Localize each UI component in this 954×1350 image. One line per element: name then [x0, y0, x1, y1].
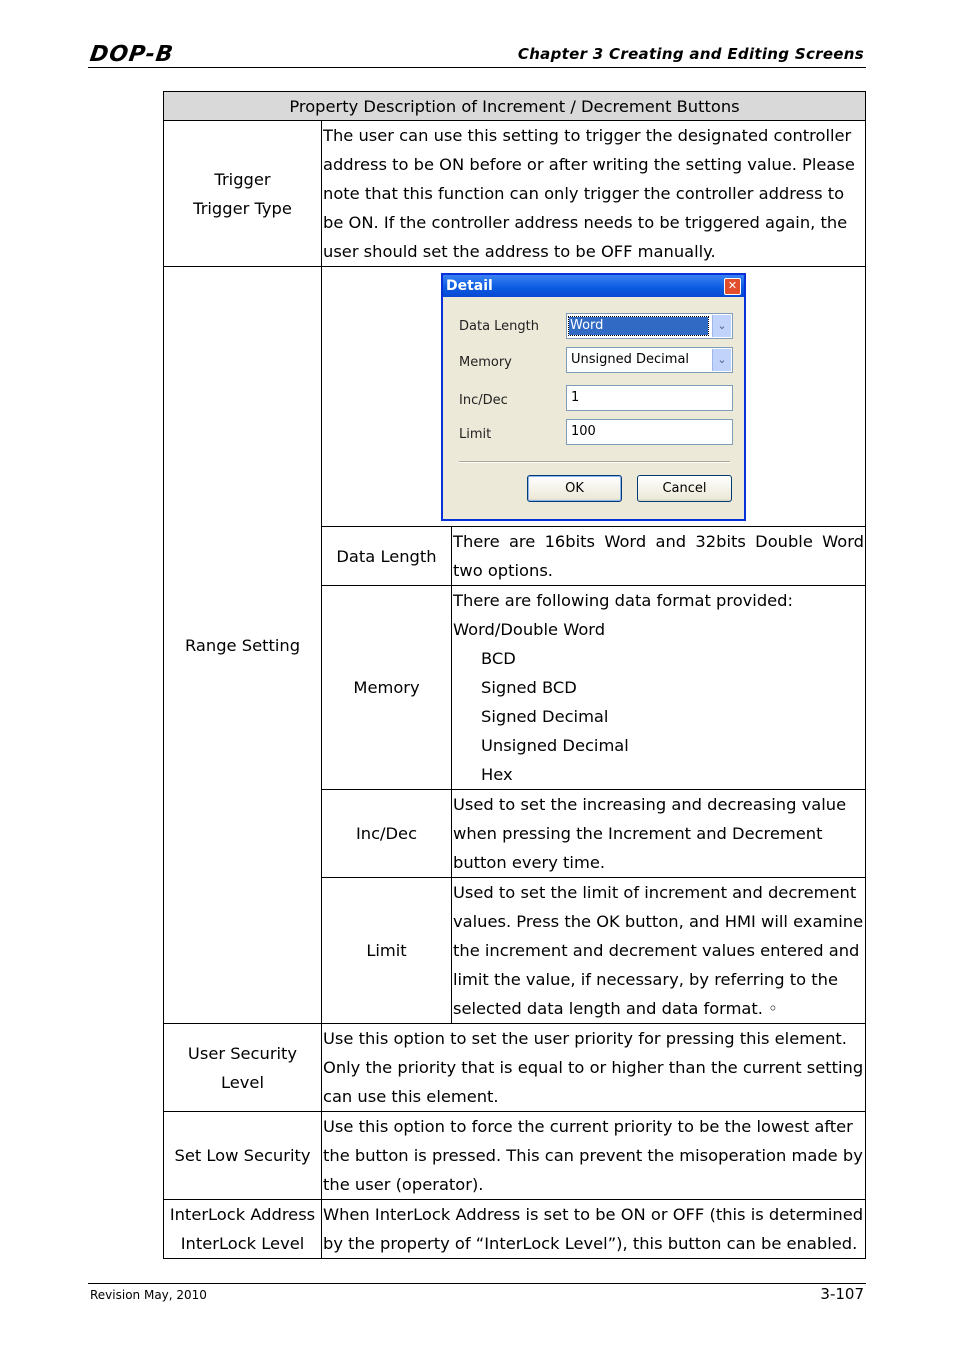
table-row-range-dialog — [164, 267, 866, 527]
dialog-screenshot-cell — [322, 267, 866, 527]
range-setting-label: Range Setting — [164, 267, 322, 1024]
table-header-row — [164, 92, 866, 121]
limit-label: Limit — [459, 426, 492, 442]
ok-button[interactable]: OK — [527, 475, 622, 502]
revision-date: Revision May, 2010 — [90, 1288, 207, 1302]
property-table — [163, 91, 866, 1259]
user-security-desc: Use this option to set the user priority for pressing this element. Only the priority that is equal to or higher than the current setting can use this element. — [322, 1024, 866, 1112]
dop-b-logo: DOP-B — [88, 42, 176, 67]
format-item: Signed Decimal — [481, 707, 609, 726]
chevron-down-icon[interactable]: ⌄ — [712, 349, 731, 371]
chevron-down-icon[interactable]: ⌄ — [712, 315, 731, 337]
memory-select[interactable] — [566, 347, 733, 373]
limit-cell-label: Limit — [322, 878, 452, 1024]
incdec-label: Inc/Dec — [459, 392, 508, 408]
low-security-label: Set Low Security — [164, 1112, 322, 1200]
trigger-label: Trigger — [214, 169, 271, 189]
format-item: Hex — [481, 765, 513, 784]
trigger-type-label: Trigger Type — [193, 198, 292, 218]
incdec-desc: Used to set the increasing and decreasing value when pressing the Increment and Decrement button every time. — [452, 790, 866, 878]
limit-value: 100 — [571, 423, 596, 439]
memory-desc — [452, 586, 866, 790]
memory-word-types: Word/Double Word — [453, 620, 606, 639]
trigger-desc: The user can use this setting to trigger the designated controller address to be ON before or after writing the setting value. Please note that this function can only trigger the controller address to be ON. If the controller address needs to be triggered again, the user should set the address to be OFF manually. — [322, 121, 866, 267]
dialog-title-bar — [443, 275, 744, 297]
data-length-value: Word — [569, 317, 708, 335]
header-rule — [88, 67, 866, 68]
memory-intro: There are following data format provided: — [453, 591, 793, 610]
close-icon[interactable]: ✕ — [724, 278, 741, 295]
incdec-input[interactable] — [566, 385, 733, 411]
format-item: Unsigned Decimal — [481, 736, 629, 755]
dialog-title: Detail — [446, 277, 493, 294]
format-item: BCD — [481, 649, 516, 668]
limit-desc: Used to set the limit of increment and decrement values. Press the OK button, and HMI will examine the increment and decrement values entered and limit the value, if necessary, by referring to the selected data length and data format. ◦ — [452, 878, 866, 1024]
data-length-desc: There are 16bits Word and 32bits Double Word two options. — [452, 527, 866, 586]
incdec-value: 1 — [571, 389, 580, 405]
incdec-cell-label: Inc/Dec — [322, 790, 452, 878]
table-row-low-security — [164, 1112, 866, 1200]
table-row-interlock — [164, 1200, 866, 1259]
format-item: Signed BCD — [481, 678, 577, 697]
trigger-label-cell — [164, 121, 322, 267]
low-security-desc: Use this option to force the current priority to be the lowest after the button is pressed. This can prevent the misoperation made by the user (operator). — [322, 1112, 866, 1200]
cancel-button[interactable]: Cancel — [637, 475, 732, 502]
data-length-cell-label: Data Length — [322, 527, 452, 586]
page-number: 3-107 — [820, 1285, 864, 1303]
footer-rule — [88, 1283, 866, 1284]
table-title: Property Description of Increment / Decrement Buttons — [164, 92, 866, 121]
memory-value: Unsigned Decimal — [571, 351, 690, 367]
memory-cell-label: Memory — [322, 586, 452, 790]
table-row-trigger — [164, 121, 866, 267]
limit-input[interactable] — [566, 419, 733, 445]
interlock-level-label: InterLock Level — [180, 1234, 305, 1253]
interlock-label-cell — [164, 1200, 322, 1259]
chapter-title: Chapter 3 Creating and Editing Screens — [517, 45, 864, 63]
user-security-label: User Security Level — [164, 1024, 322, 1112]
detail-dialog — [441, 273, 746, 521]
memory-label: Memory — [459, 354, 512, 370]
data-length-label: Data Length — [459, 318, 540, 334]
interlock-desc: When InterLock Address is set to be ON or OFF (this is determined by the property of “InterLock Level”), this button can be enabled. — [322, 1200, 866, 1259]
dialog-divider — [459, 461, 730, 463]
interlock-address-label: InterLock Address — [169, 1205, 316, 1224]
data-length-select[interactable] — [566, 313, 733, 339]
table-row-user-security — [164, 1024, 866, 1112]
